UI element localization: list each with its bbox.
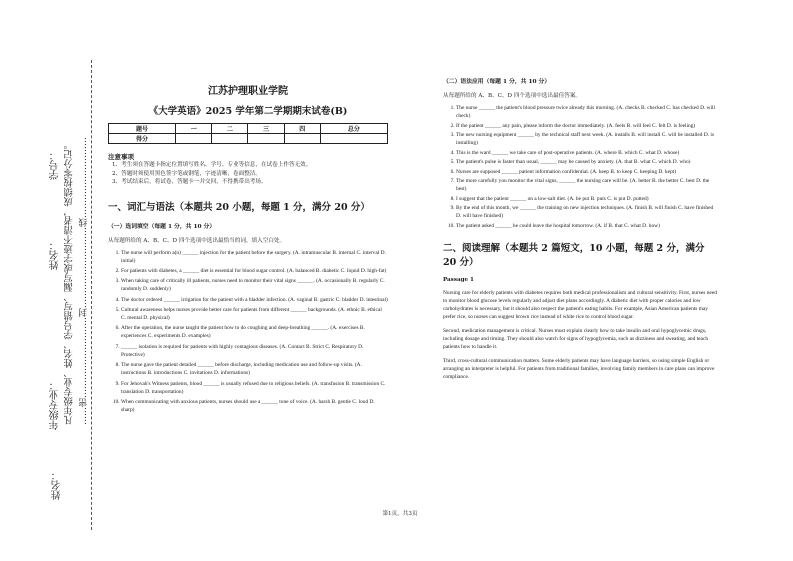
score-table-header: 题号 [109, 124, 176, 134]
section1-sub2-title: （二）语法应用（每题 1 分，共 10 分） [443, 79, 551, 85]
score-table-header-row [109, 124, 388, 134]
binding-margin [0, 0, 100, 561]
score-cell[interactable] [248, 134, 284, 144]
score-cell[interactable] [212, 134, 248, 144]
notice-item: 1、考生须在答题卡指定位置填写姓名、学号、专业等信息，在试卷上作答无效。 [112, 162, 312, 168]
question-item: 1. The nurse will perform a(n) ______ injection for the patient before the surgery. (A. intramuscular B. internal C. interval D. initial) [121, 249, 388, 265]
question-item: 4. This is the ward ______ we take care of post-operative patients. (A. where B. which C. what D. whose) [456, 149, 718, 157]
question-item: 8. I suggest that the patient ______ on a low-salt diet. (A. be put B. puts C. is put D. putted) [456, 195, 718, 203]
question-item: 7. The more carefully you monitor the vital signs, ______ the nursing care will be. (A. better B. the better C. best D. the best) [456, 177, 718, 193]
question-item: 8. The nurse gave the patient detailed ______ before discharge, including medication use and follow-up visits. (A. instructions B. introductions C. invitations D. informations) [121, 361, 388, 377]
section2-title: 二、阅读理解（本题共 2 篇短文，10 小题，每题 2 分，满分 20 分） [443, 242, 705, 268]
score-table-header: 三 [248, 124, 284, 134]
name-label: 姓名： [50, 240, 61, 270]
passage-paragraph: Nursing care for elderly patients with diabetes requires both medical professionalism and cultural sensitivity. First, nurses need to monitor blood glucose levels regularly and adjust diet plans accordingly. A diabetic diet with proper calories and low carbohydrates is necessary, but it should also respect the patient's eating habits. For example, Asian American patients may prefer rice, so nurses can suggest brown rice instead of white rice to control blood sugar. [443, 289, 717, 320]
seal-dashed-line [91, 60, 92, 530]
score-cell[interactable] [284, 134, 320, 144]
question-item: 10. When communicating with anxious patients, nurses should use a ______ tone of voice. (A. harsh B. gentle C. loud D. sharp) [121, 398, 388, 414]
passage-paragraph: Third, cross-cultural communication matters. Some elderly patients may have language barriers, so using simple English or arranging an interpreter is helpful. For patients from traditional families, involving family members in care plans can improve compliance. [443, 357, 715, 380]
score-table [108, 123, 388, 144]
exam-title: 《大学英语》2025 学年第二学期期末试卷(B) [148, 106, 348, 117]
question-item: 2. For patients with diabetes, a ______ diet is essential for blood sugar control. (A. balanced B. diabetic C. liquid D. high-fat) [121, 267, 388, 275]
passage-paragraph: Second, medication management is critical. Nurses must explain clearly how to take insulin and oral hypoglycemic drugs, including dosage and timing. They should also watch for signs of hypoglycemia, such as dizziness and sweating, and teach patients how to handle it. [443, 327, 709, 350]
score-table-header: 四 [284, 124, 320, 134]
notice-item: 2、答题时须使用黑色签字笔或钢笔，字迹清晰，卷面整洁。 [112, 170, 261, 177]
notice-title: 注意事项 [108, 153, 134, 161]
vocab-question-list [108, 249, 388, 415]
binding-rule-text: 凡年级专业、姓名、学号错写、漏写或字迹不清者，成绩按零分记。 [64, 140, 75, 425]
name-label-bottom: 姓名： [52, 470, 63, 500]
question-item: 3. When taking care of critically ill patients, nurses need to monitor their vital signs ______. (A. occasionally B. regularly C. randomly D. suddenly) [121, 277, 388, 293]
score-table-header: 总分 [320, 124, 387, 134]
score-cell[interactable] [176, 134, 212, 144]
page-number: 第1页，共3页 [382, 511, 418, 517]
section1-sub2-instructions: 从每题所给的 A、B、C、D 四个选项中选出最佳答案。 [443, 93, 581, 99]
grade-major-label: 年级专业： [50, 380, 61, 430]
question-item: 4. The doctor ordered ______ irrigation for the patient with a bladder infection. (A. vaginal B. gastric C. bladder D. intestinal) [121, 296, 388, 304]
question-item: 6. After the operation, the nurse taught the patient how to do coughing and deep-breathing ______. (A. exercises B. experiences C. experiments D. examples) [121, 324, 388, 340]
right-column [443, 72, 718, 381]
question-item: 7. ______ isolation is required for patients with highly contagious diseases. (A. Contact B. Strict C. Respiratory D. Protective) [121, 343, 388, 359]
section1-sub1-instructions: 从每题所给的 A、B、C、D 四个选项中选出最恰当的词，填入空白处。 [108, 237, 286, 244]
question-item: 9. By the end of this month, we ______ the training on new injection techniques. (A. finish B. will finish C. have finished D. will have finished) [456, 204, 718, 220]
passage-title: Passage 1 [443, 276, 474, 283]
score-table-row [109, 134, 388, 144]
question-item: 6. Nurses are supposed ______ patient information confidential. (A. keep B. to keep C. keeping D. kept) [456, 168, 718, 176]
score-table-header: 一 [176, 124, 212, 134]
notice-item: 3、考试结束后，将试卷、答题卡一并交回，不得携带出考场。 [112, 179, 267, 185]
question-item: 3. The new nursing equipment ______ by the technical staff next week. (A. installs B. will install C. will be installed D. is installing) [456, 131, 718, 147]
section1-sub1-title: （一）选词填空（每题 1 分，共 10 分） [108, 223, 216, 230]
score-cell[interactable] [320, 134, 387, 144]
question-item: 5. The patient's pulse is faster than usual, ______ may be caused by anxiety. (A. that B. what C. which D. who) [456, 158, 718, 166]
school-name: 江苏护理职业学院 [208, 86, 288, 97]
question-item: 9. For Jehovah's Witness patients, blood ______ is usually refused due to religious beliefs. (A. transfusion B. transmission C. translation D. transportation) [121, 380, 388, 396]
seal-line-text: ……密………………………封………………………线……………………… [79, 137, 89, 425]
student-id-label: 学号： [50, 150, 61, 180]
question-item: 5. Cultural awareness helps nurses provide better care for patients from different ______ backgrounds. (A. ethnic B. ethical C. mental D. physical) [121, 306, 388, 322]
left-column [108, 78, 388, 416]
question-item: 2. If the patient ______ any pain, please inform the doctor immediately. (A. feels B. will feel C. felt D. is feeling) [456, 122, 718, 130]
score-table-header: 二 [212, 124, 248, 134]
question-item: 10. The patient asked ______ he could leave the hospital tomorrow. (A. if B. that C. what D. how) [456, 222, 718, 230]
score-row-label: 得分 [109, 134, 176, 144]
grammar-question-list [443, 104, 718, 230]
question-item: 1. The nurse ______ the patient's blood pressure twice already this morning. (A. checks B. checked C. has checked D. will check) [456, 104, 718, 120]
section1-title: 一、词汇与语法（本题共 20 小题，每题 1 分，满分 20 分） [108, 201, 370, 213]
